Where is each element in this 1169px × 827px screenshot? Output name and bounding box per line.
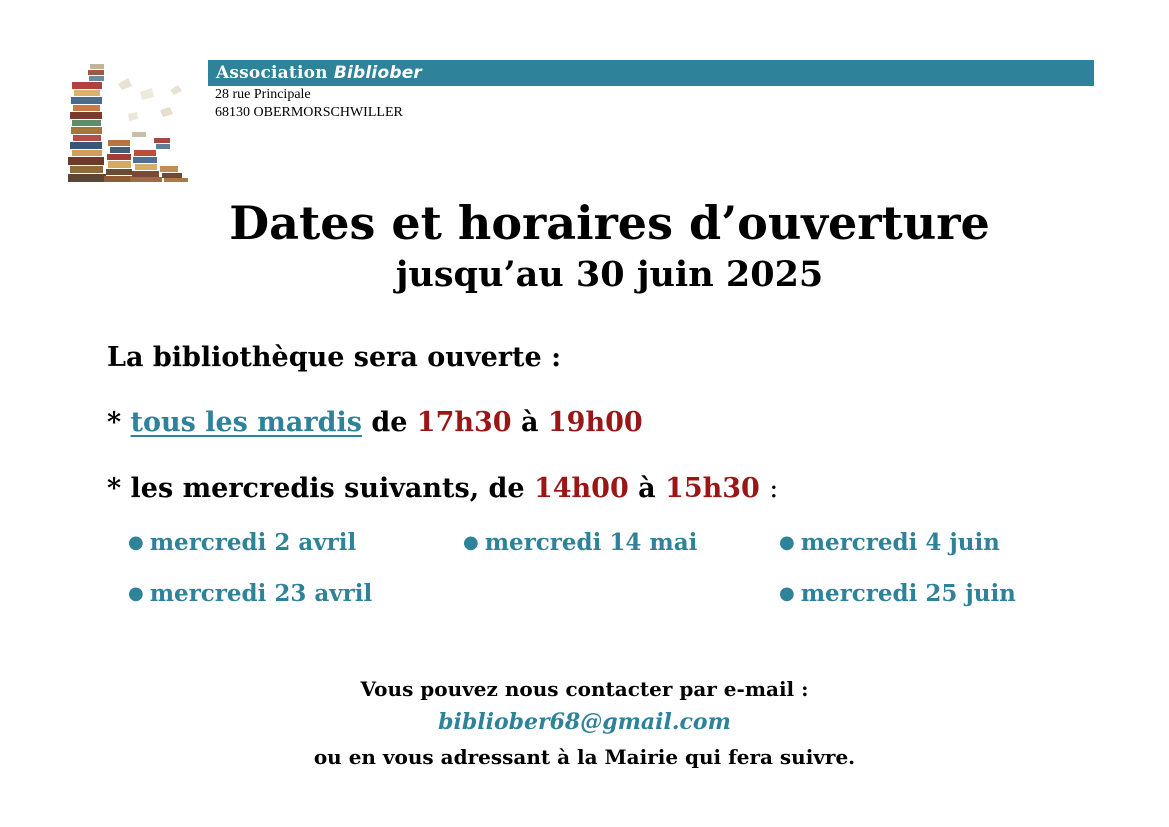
wednesday-end-time: 15h30 — [665, 473, 760, 504]
wednesday-bullet: * — [107, 473, 122, 504]
date-label: mercredi 23 avril — [149, 580, 373, 607]
org-name: Bibliober — [333, 63, 423, 83]
org-title — [216, 63, 422, 83]
wednesday-label: les mercredis suivants, de — [130, 473, 525, 504]
page-subtitle: jusqu’au 30 juin 2025 — [395, 254, 824, 295]
list-item — [779, 580, 1016, 607]
wednesday-colon: : — [769, 473, 779, 504]
address-street: 28 rue Principale — [215, 87, 311, 102]
wednesday-line — [107, 473, 778, 504]
list-item — [128, 580, 372, 607]
date-label: mercredi 14 mai — [484, 529, 698, 556]
date-label: mercredi 2 avril — [149, 529, 357, 556]
org-prefix: Association — [216, 63, 328, 83]
bullet-dot-icon: ● — [779, 583, 795, 604]
header-bar — [208, 60, 1094, 86]
page-title: Dates et horaires d’ouverture — [229, 196, 990, 250]
tuesday-line — [107, 407, 643, 438]
tuesday-start-time: 17h30 — [416, 407, 512, 438]
wednesday-start-time: 14h00 — [533, 473, 629, 504]
bullet-dot-icon: ● — [128, 532, 144, 553]
list-item — [779, 529, 1000, 556]
bullet-dot-icon: ● — [779, 532, 795, 553]
tuesday-to: à — [520, 407, 539, 438]
list-item — [463, 529, 697, 556]
tuesday-end-time: 19h00 — [547, 407, 643, 438]
book-stack-logo — [68, 62, 188, 182]
contact-email-link[interactable]: bibliober68@gmail.com — [438, 709, 731, 735]
date-label: mercredi 25 juin — [800, 580, 1016, 607]
list-item — [128, 529, 356, 556]
bullet-dot-icon: ● — [128, 583, 144, 604]
tuesday-days-link[interactable]: tous les mardis — [130, 407, 362, 438]
bullet-dot-icon: ● — [463, 532, 479, 553]
address-city: 68130 OBERMORSCHWILLER — [215, 105, 403, 120]
tuesday-from: de — [371, 407, 408, 438]
contact-intro: Vous pouvez nous contacter par e-mail : — [360, 677, 809, 701]
wednesday-to: à — [638, 473, 656, 504]
date-label: mercredi 4 juin — [800, 529, 1000, 556]
contact-mairie: ou en vous adressant à la Mairie qui fera suivre. — [313, 745, 856, 769]
tuesday-bullet: * — [107, 407, 122, 438]
schedule-intro: La bibliothèque sera ouverte : — [107, 342, 562, 373]
